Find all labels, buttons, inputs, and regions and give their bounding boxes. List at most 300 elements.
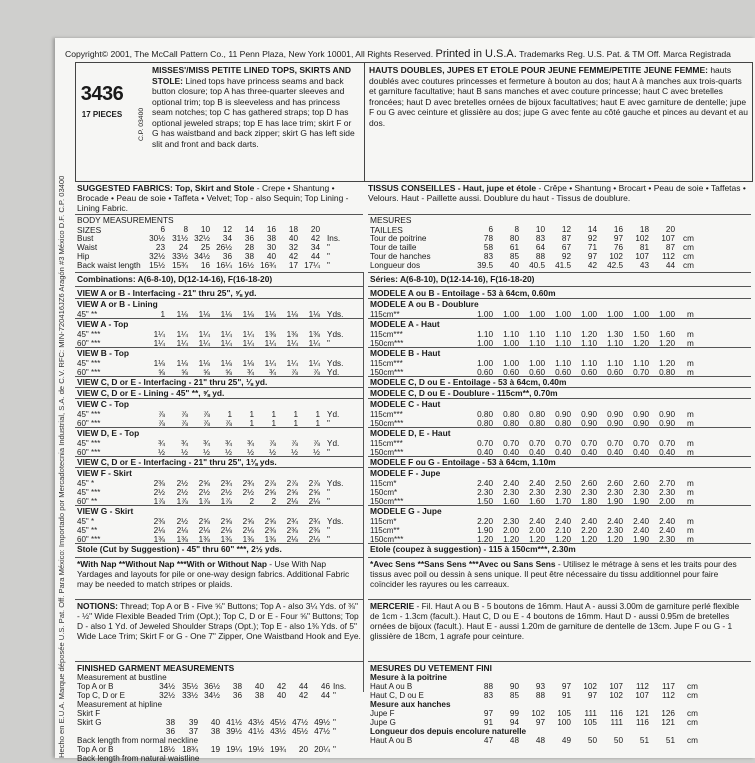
finished-en-unit: Ins. [333, 682, 347, 691]
yardage-en-cell: 2⅛ [198, 526, 210, 535]
yardage-en-cell: 2⅜ [153, 479, 165, 488]
yardage-en-cell: 1¼ [153, 339, 165, 348]
finished-fr-unit: cm [687, 736, 698, 745]
yardage-fr-unit: m [687, 419, 694, 428]
yardage-fr-cell: 0.40 [607, 448, 623, 457]
finished-fr-cell: 48 [509, 736, 519, 745]
yardage-fr-cell: 1.10 [555, 359, 571, 368]
body-row-fr-cell: 92 [587, 234, 597, 243]
yardage-fr-cell: 2.40 [529, 479, 545, 488]
finished-fr-cell: 116 [635, 718, 649, 727]
finished-en-cell: 38 [210, 727, 220, 736]
body-row-fr-cell: 87 [665, 243, 675, 252]
finished-en-cell: 35½ [182, 682, 198, 691]
yardage-head-en: VIEW C, D or E - Interfacing - 21" thru 25", ⅛ yd. [77, 377, 268, 387]
finished-en-cell: 18½ [159, 745, 175, 754]
yardage-fr-cell: 2.40 [581, 517, 597, 526]
yardage-fr-cell: 0.60 [555, 368, 571, 377]
yardage-fr-cell: 0.90 [633, 410, 649, 419]
finished-fr-cell: 48 [535, 736, 545, 745]
body-row-en-cell: 15½ [149, 261, 165, 270]
finished-fr-cell: 112 [635, 682, 649, 691]
yardage-fr-cell: 1.10 [555, 339, 571, 348]
finished-sub-fr: Longueur dos depuis encolure naturelle [370, 727, 527, 736]
yardage-fr-cell: 2.30 [555, 488, 571, 497]
yardage-en-cell: ½ [291, 448, 298, 457]
yardage-fr-cell: 2.20 [581, 526, 597, 535]
yardage-head-fr: MODELE F ou G - Entoilage - 53 à 64cm, 1.10m [370, 457, 556, 467]
body-row-fr-cell: 88 [535, 252, 545, 261]
yardage-en-cell: ½ [313, 448, 320, 457]
description-box [75, 62, 753, 182]
yardage-en-cell: 1¼ [308, 359, 320, 368]
yardage-fr-cell: 2.30 [529, 488, 545, 497]
finished-sub-en: Measurement at bustline [77, 673, 167, 682]
body-row-fr-cell: 97 [587, 252, 597, 261]
yardage-en-cell: 2⅛ [153, 526, 165, 535]
yardage-width-fr: 150cm*** [370, 339, 404, 348]
yardage-head-fr: MODELE C, D ou E - Doublure - 115cm**, 0.70m [370, 388, 558, 398]
finished-en-cell: 33½ [182, 691, 198, 700]
body-row-en-cell: 32 [288, 243, 298, 252]
desc-fr-text: hauts doublés avec coutures princesses et fermeture à bouton au dos; haut A à manches aux trois-quarts et garniture facultative; haut B sans manches et avec couture princesse; haut C avec bretelles froncées; haut D avec bretelles ornées de bijoux facultatives; haut E avec garniture de dentelle; jupe F ou G avec ceinture et glissière au dos; jupe G avec fente au côté gauche et pinces au devant et au dos. [369, 65, 748, 128]
yardage-en-cell: 2⅜ [153, 517, 165, 526]
finished-en-unit: " [333, 718, 336, 727]
yardage-fr-cell: 0.40 [633, 448, 649, 457]
yardage-fr-cell: 2.30 [633, 488, 649, 497]
yardage-en-cell: 2⅞ [286, 479, 298, 488]
yardage-fr-cell: 1.00 [503, 310, 519, 319]
body-row-en-cell: 33½ [172, 252, 188, 261]
finished-label-fr: Haut A ou B [370, 682, 413, 691]
yardage-en-unit: " [327, 488, 330, 497]
body-row-fr-unit: cm [683, 234, 694, 243]
pattern-number-block [78, 83, 126, 119]
yardage-en-cell: 2⅛ [308, 535, 320, 544]
fabrics-en-label: SUGGESTED FABRICS: Top, Skirt and Stole [77, 183, 255, 193]
yardage-fr-cell: 1.00 [633, 310, 649, 319]
yardage-head-fr: MODELE C, D ou E - Entoilage - 53 à 64cm, 0.40m [370, 377, 567, 387]
finished-fr-cell: 47 [483, 736, 493, 745]
rule-line [75, 272, 363, 273]
finished-fr-cell: 102 [609, 691, 623, 700]
yardage-fr-cell: 1.50 [633, 330, 649, 339]
yardage-en-cell: 1¼ [176, 339, 188, 348]
body-row-fr-cell: 71 [587, 243, 597, 252]
yardage-en-cell: 2⅞ [264, 479, 276, 488]
yardage-fr-cell: 1.10 [555, 330, 571, 339]
body-row-label-en: Waist [77, 243, 98, 252]
yardage-width-fr: 115cm*** [370, 330, 403, 339]
yardage-fr-unit: m [687, 526, 694, 535]
size-en-cell: 6 [160, 225, 165, 234]
yardage-en-cell: ⅞ [158, 410, 165, 419]
yardage-fr-cell: 1.30 [607, 330, 623, 339]
body-row-fr-cell: 39.5 [477, 261, 493, 270]
yardage-head-fr: MODELE D, E - Haut [370, 428, 451, 438]
finished-label-fr: Jupe F [370, 709, 395, 718]
yardage-en-cell: ⅝ [158, 368, 165, 377]
nap-fr-text: - Utilisez le métrage à sens et les traits pour des tissus avec poil ou dessin à sens unique. Il peut être nécessaire du tissu additionnel pour faire coïncider les rayures ou les carreaux. [370, 559, 737, 589]
yardage-en-cell: ½ [269, 448, 276, 457]
body-row-en-cell: 16¾ [260, 261, 276, 270]
finished-fr-cell: 107 [635, 691, 649, 700]
yardage-width-en: 60" *** [77, 535, 101, 544]
finished-en-cell: 32½ [159, 691, 175, 700]
yardage-head-en: VIEW B - Top [77, 348, 129, 358]
yardage-fr-cell: 1.00 [607, 310, 623, 319]
yardage-fr-cell: 0.60 [477, 368, 493, 377]
finished-en-cell: 39 [188, 718, 198, 727]
yardage-fr-cell: 2.30 [581, 488, 597, 497]
finished-en-cell: 38 [254, 691, 264, 700]
finished-fr-cell: 88 [483, 682, 493, 691]
finished-fr-cell: 111 [584, 709, 597, 718]
yardage-fr-cell: 0.40 [659, 448, 675, 457]
body-title-fr: MESURES [370, 215, 412, 225]
body-row-en-cell: 28 [244, 243, 254, 252]
yardage-head-en: VIEW D, E - Top [77, 428, 140, 438]
yardage-fr-cell: 0.80 [555, 419, 571, 428]
body-row-label-en: Hip [77, 252, 90, 261]
yardage-fr-cell: 0.80 [503, 419, 519, 428]
yardage-fr-cell: 2.50 [555, 479, 571, 488]
body-row-en-cell: 34 [222, 234, 232, 243]
finished-en-cell: 41½ [226, 718, 242, 727]
yardage-width-en: 45" * [77, 517, 95, 526]
body-row-fr-cell: 40.5 [529, 261, 545, 270]
yardage-fr-cell: 1.90 [607, 497, 623, 506]
finished-en-cell: 44 [320, 691, 330, 700]
sizes-label-fr: TAILLES [370, 225, 403, 235]
body-row-fr-cell: 107 [635, 252, 649, 261]
finished-fr-unit: cm [687, 691, 698, 700]
notions-en [77, 601, 361, 641]
yardage-en-cell: 1¼ [264, 339, 276, 348]
yardage-width-fr: 115cm*** [370, 359, 403, 368]
finished-en-unit: " [333, 691, 336, 700]
yardage-en-cell: 1⅜ [176, 535, 188, 544]
yardage-fr-cell: 1.20 [477, 535, 493, 544]
finished-fr-cell: 83 [483, 691, 493, 700]
yardage-en-cell: 1⅛ [198, 310, 210, 319]
finished-fr-cell: 116 [609, 709, 623, 718]
finished-fr-cell: 126 [661, 709, 675, 718]
body-row-en-cell: 16½ [238, 261, 254, 270]
body-row-fr-cell: 107 [661, 234, 675, 243]
fabrics-fr-label: TISSUS CONSEILLES - Haut, jupe et étole [368, 183, 537, 193]
body-row-fr-cell: 58 [483, 243, 493, 252]
yardage-fr-cell: 1.00 [581, 310, 597, 319]
yardage-en-cell: 2⅛ [242, 526, 254, 535]
body-title-en: BODY MEASUREMENTS [77, 215, 174, 225]
yardage-en-unit: Yds. [327, 517, 344, 526]
yardage-head-fr: MODELE A - Haut [370, 319, 440, 329]
yardage-en-cell: 2½ [176, 479, 188, 488]
yardage-en-cell: ⅞ [158, 419, 165, 428]
yardage-fr-cell: 2.40 [633, 517, 649, 526]
yardage-fr-cell: 0.70 [529, 439, 545, 448]
yardage-en-cell: ¾ [247, 368, 254, 377]
rule-line [368, 214, 751, 215]
yardage-en-cell: 1⅛ [242, 359, 254, 368]
finished-fr-cell: 49 [561, 736, 571, 745]
yardage-fr-cell: 0.70 [633, 439, 649, 448]
body-row-fr-cell: 42.5 [607, 261, 623, 270]
yardage-en-cell: ¾ [247, 439, 254, 448]
yardage-en-cell: 2⅜ [286, 526, 298, 535]
yardage-head-fr: Etole (coupez à suggestion) - 115 à 150cm***, 2.30m [370, 544, 576, 554]
finished-en-cell: 45½ [292, 727, 308, 736]
body-row-en-cell: 17¼ [304, 261, 320, 270]
finished-fr-cell: 91 [561, 691, 571, 700]
yardage-en-cell: 1⅛ [176, 310, 188, 319]
body-row-label-en: Back waist length [77, 261, 141, 270]
finished-en-cell: 20¼ [314, 745, 330, 754]
pieces-count: 17 PIECES [81, 110, 123, 119]
yardage-fr-cell: 0.40 [555, 448, 571, 457]
yardage-en-cell: 1¼ [286, 339, 298, 348]
yardage-fr-cell: 2.40 [659, 517, 675, 526]
yardage-fr-cell: 0.40 [581, 448, 597, 457]
yardage-en-cell: ⅝ [203, 368, 210, 377]
body-row-label-en: Bust [77, 234, 94, 243]
notions-fr-label: MERCERIE [370, 601, 415, 611]
body-row-en-cell: 30 [266, 243, 276, 252]
body-row-en-cell: 42 [288, 252, 298, 261]
finished-en-cell: 40 [276, 691, 286, 700]
yardage-fr-unit: m [687, 517, 694, 526]
yardage-fr-cell: 0.80 [503, 410, 519, 419]
yardage-en-cell: 2 [271, 497, 276, 506]
finished-fr-cell: 107 [609, 682, 623, 691]
yardage-en-cell: 1¼ [264, 359, 276, 368]
yardage-en-cell: 2⅝ [264, 488, 276, 497]
yardage-en-cell: 2 [249, 497, 254, 506]
yardage-width-fr: 150cm*** [370, 535, 404, 544]
yardage-width-fr: 150cm*** [370, 368, 404, 377]
yardage-fr-cell: 0.90 [633, 419, 649, 428]
finished-fr-cell: 94 [509, 718, 519, 727]
body-row-fr-cell: 40 [509, 261, 519, 270]
copyright-text: Copyright© 2001, The McCall Pattern Co., 11 Penn Plaza, New York 10001, All Rights Reserved. [65, 49, 434, 59]
finished-en-cell: 47½ [314, 727, 330, 736]
description-en [152, 65, 360, 149]
yardage-width-en: 60" *** [77, 339, 101, 348]
finished-en-unit: " [333, 745, 336, 754]
body-row-fr-cell: 102 [609, 252, 623, 261]
yardage-fr-cell: 0.40 [503, 448, 519, 457]
yardage-head-en: VIEW A or B - Interfacing - 21" thru 25", ⅝ yd. [77, 288, 257, 298]
yardage-head-en: VIEW C, D or E - Interfacing - 21" thru 25", 1⅛ yds. [77, 457, 277, 467]
body-row-en-cell: 40 [288, 234, 298, 243]
yardage-fr-cell: 2.30 [607, 488, 623, 497]
size-en-cell: 20 [310, 225, 320, 234]
yardage-fr-cell: 1.80 [581, 497, 597, 506]
finished-label-en: Skirt G [77, 718, 102, 727]
rule-line [75, 286, 363, 287]
size-fr-cell: 20 [665, 225, 675, 234]
body-row-fr-cell: 41.5 [555, 261, 571, 270]
finished-fr-cell: 88 [535, 691, 545, 700]
body-row-fr-cell: 112 [661, 252, 675, 261]
yardage-en-cell: 1⅜ [264, 535, 276, 544]
body-row-en-cell: 30½ [149, 234, 165, 243]
yardage-en-cell: 2⅛ [286, 497, 298, 506]
yardage-fr-cell: 1.10 [607, 339, 623, 348]
finished-en-cell: 43½ [270, 727, 286, 736]
body-row-fr-cell: 44 [665, 261, 675, 270]
yardage-en-cell: 1⅛ [264, 310, 276, 319]
yardage-en-unit: Yd. [327, 410, 340, 419]
nap-en [77, 559, 361, 589]
yardage-fr-cell: 1.60 [503, 497, 519, 506]
yardage-en-cell: 1 [315, 410, 320, 419]
body-row-en-unit: Ins. [327, 234, 341, 243]
yardage-head-fr: MODELE A ou B - Entoilage - 53 à 64cm, 0.60m [370, 288, 556, 298]
yardage-fr-cell: 1.90 [633, 497, 649, 506]
finished-label-en: Top A or B [77, 682, 114, 691]
yardage-fr-cell: 0.90 [555, 410, 571, 419]
yardage-fr-cell: 0.60 [581, 368, 597, 377]
body-row-fr-cell: 61 [509, 243, 519, 252]
yardage-en-unit: " [327, 419, 330, 428]
yardage-en-cell: ⅞ [181, 419, 188, 428]
body-row-en-unit: " [327, 261, 330, 270]
yardage-en-unit: " [327, 448, 330, 457]
finished-en-cell: 44 [298, 682, 308, 691]
yardage-fr-unit: m [687, 359, 694, 368]
pattern-number: 3436 [80, 83, 124, 105]
fabrics-fr [368, 183, 750, 203]
yardage-en-cell: 1⅛ [176, 359, 188, 368]
yardage-fr-cell: 1.10 [529, 339, 545, 348]
yardage-fr-cell: 2.10 [555, 526, 571, 535]
finished-en-cell: 45½ [270, 718, 286, 727]
notions-en-label: NOTIONS: [77, 601, 118, 611]
finished-sub-en: Back length from normal neckline [77, 736, 199, 745]
notions-fr [370, 601, 750, 641]
finished-fr-unit: cm [687, 718, 698, 727]
nap-fr-label: *Avec Sens **Sans Sens ***Avec ou Sans Sens [370, 559, 556, 569]
yardage-en-cell: ¾ [269, 368, 276, 377]
body-row-en-cell: 44 [310, 252, 320, 261]
yardage-fr-cell: 0.90 [581, 410, 597, 419]
yardage-fr-cell: 1.10 [581, 359, 597, 368]
finished-en-cell: 19¼ [226, 745, 242, 754]
yardage-en-unit: Yds. [327, 330, 344, 339]
side-legal-text: Hecho en E.U.A. Marque déposée U.S. Pat. Off. Para México: Importado por Mercadotecnia Industrial, S.A. de C.V. RFC: MIN-720416JZ6 Aragón #3 México D.F. C.P. 03400 [57, 175, 66, 758]
body-row-fr-cell: 67 [561, 243, 571, 252]
finished-fr-cell: 51 [665, 736, 675, 745]
finished-fr-cell: 97 [535, 718, 545, 727]
body-row-en-cell: 16 [200, 261, 210, 270]
size-fr-cell: 12 [561, 225, 571, 234]
yardage-fr-cell: 2.30 [503, 488, 519, 497]
yardage-en-cell: 2½ [198, 488, 210, 497]
body-row-en-cell: 32½ [149, 252, 165, 261]
yardage-fr-cell: 1.70 [555, 497, 571, 506]
finished-fr-cell: 121 [661, 718, 675, 727]
body-row-fr-unit: cm [683, 243, 694, 252]
yardage-fr-cell: 2.40 [503, 479, 519, 488]
yardage-width-en: 60" *** [77, 448, 101, 457]
yardage-width-en: 45" * [77, 479, 95, 488]
yardage-en-cell: 1 [249, 419, 254, 428]
body-row-en-unit: " [327, 243, 330, 252]
finished-fr-cell: 85 [509, 691, 519, 700]
yardage-en-cell: 2½ [176, 488, 188, 497]
yardage-en-cell: 2⅛ [286, 535, 298, 544]
body-row-en-cell: 26½ [216, 243, 232, 252]
yardage-en-cell: ⅞ [203, 410, 210, 419]
yardage-en-cell: 1⅜ [220, 535, 232, 544]
yardage-en-unit: " [327, 535, 330, 544]
size-fr-cell: 6 [488, 225, 493, 234]
yardage-fr-unit: m [687, 439, 694, 448]
yardage-fr-cell: 1.00 [477, 359, 493, 368]
finished-en-cell: 38 [165, 718, 175, 727]
finished-label-fr: Haut A ou B [370, 736, 413, 745]
yardage-en-cell: 1⅜ [153, 535, 165, 544]
finished-fr-cell: 90 [509, 682, 519, 691]
body-row-fr-cell: 92 [561, 252, 571, 261]
yardage-fr-cell: 2.60 [607, 479, 623, 488]
trademark-text: Trademarks Reg. U.S. Pat. & TM Off. Marca Registrada [519, 49, 731, 59]
yardage-en-cell: 2⅛ [176, 526, 188, 535]
nap-fr [370, 559, 750, 589]
yardage-en-cell: 1¼ [198, 339, 210, 348]
yardage-fr-cell: 1.10 [503, 330, 519, 339]
finished-en-cell: 19¾ [270, 745, 286, 754]
yardage-en-cell: 1¼ [176, 330, 188, 339]
yardage-en-cell: ⅞ [291, 439, 298, 448]
yardage-en-unit: Yd. [327, 439, 340, 448]
yardage-fr-cell: 0.90 [659, 419, 675, 428]
yardage-fr-cell: 1.10 [477, 330, 493, 339]
yardage-fr-cell: 2.00 [503, 526, 519, 535]
yardage-en-cell: 1¼ [220, 330, 232, 339]
yardage-en-cell: ⅞ [225, 419, 232, 428]
copyright-line [65, 48, 755, 60]
yardage-en-unit: Yds. [327, 310, 344, 319]
finished-en-cell: 34½ [159, 682, 175, 691]
yardage-en-cell: ⅞ [313, 439, 320, 448]
yardage-fr-cell: 2.30 [477, 488, 493, 497]
yardage-fr-cell: 2.40 [659, 526, 675, 535]
yardage-en-cell: 2¾ [308, 517, 320, 526]
size-fr-cell: 10 [535, 225, 545, 234]
body-row-fr-cell: 78 [483, 234, 493, 243]
yardage-en-unit: " [327, 497, 330, 506]
body-row-fr-cell: 81 [639, 243, 649, 252]
yardage-fr-cell: 1.20 [581, 330, 597, 339]
yardage-en-cell: 1¼ [308, 339, 320, 348]
finished-en-cell: 37 [188, 727, 198, 736]
yardage-en-cell: 1⅞ [198, 497, 210, 506]
yardage-fr-cell: 0.70 [477, 439, 493, 448]
yardage-en-cell: 1⅜ [242, 535, 254, 544]
yardage-en-cell: 2⅝ [286, 488, 298, 497]
yardage-en-cell: ⅞ [291, 368, 298, 377]
finished-en-cell: 40 [254, 682, 264, 691]
yardage-fr-unit: m [687, 479, 694, 488]
finished-sub-fr: Mesure aux hanches [370, 700, 451, 709]
description-fr [369, 65, 749, 128]
yardage-en-cell: 1¼ [220, 339, 232, 348]
body-row-fr-cell: 97 [613, 234, 623, 243]
finished-en-cell: 36 [232, 691, 242, 700]
